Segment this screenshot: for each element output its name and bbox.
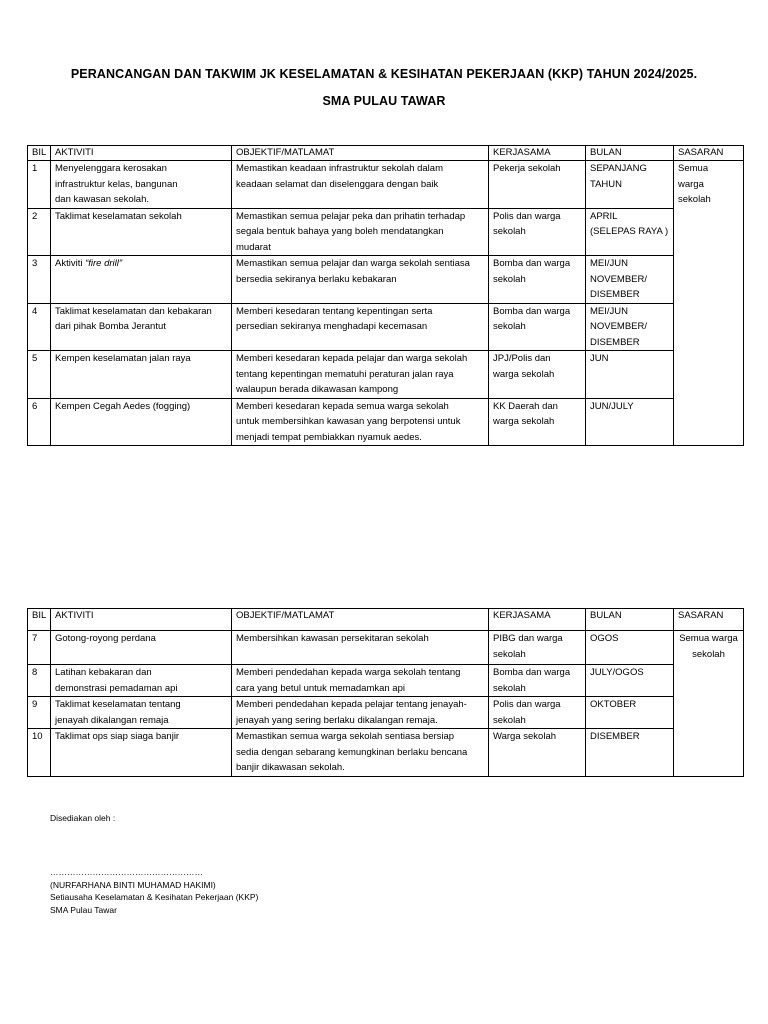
aktiviti-cell: Taklimat keselamatan sekolah <box>51 208 232 256</box>
fire-drill-text: “fire drill” <box>85 258 123 269</box>
bulan-cell: SEPANJANG TAHUN <box>586 161 674 209</box>
bulan-cell: JUN <box>586 351 674 399</box>
table-header-row <box>28 609 744 631</box>
kerjasama-cell: PIBG dan warga sekolah <box>489 631 586 665</box>
table-row <box>28 351 744 399</box>
objektif-cell: Memberi kesedaran tentang kepentingan serta persedian sekiranya menghadapi kecemasan <box>232 303 489 351</box>
objektif-cell: Memberi pendedahan kepada warga sekolah tentang cara yang betul untuk memadamkan api <box>232 665 489 697</box>
bulan-cell: OKTOBER <box>586 697 674 729</box>
table-row <box>28 303 744 351</box>
bil-cell: 5 <box>28 351 51 399</box>
table-row <box>28 697 744 729</box>
table-row <box>28 398 744 446</box>
bil-cell: 8 <box>28 665 51 697</box>
column-header-bulan: BULAN <box>586 609 674 631</box>
bil-cell: 2 <box>28 208 51 256</box>
signatory-position: Setiausaha Keselamatan & Kesihatan Pekerjaan (KKP) <box>50 892 259 902</box>
bil-cell: 3 <box>28 256 51 304</box>
kerjasama-cell: KK Daerah dan warga sekolah <box>489 398 586 446</box>
aktiviti-cell: Menyelenggara kerosakan infrastruktur kelas, bangunan dan kawasan sekolah. <box>51 161 232 209</box>
document-title: PERANCANGAN DAN TAKWIM JK KESELAMATAN & KESIHATAN PEKERJAAN (KKP) TAHUN 2024/2025. <box>70 67 698 81</box>
aktiviti-cell: Latihan kebakaran dan demonstrasi pemadaman api <box>51 665 232 697</box>
activity-table-2 <box>27 608 744 777</box>
aktiviti-cell <box>51 256 232 304</box>
bil-cell: 9 <box>28 697 51 729</box>
bulan-cell: OGOS <box>586 631 674 665</box>
objektif-cell: Membersihkan kawasan persekitaran sekolah <box>232 631 489 665</box>
aktiviti-cell: Kempen keselamatan jalan raya <box>51 351 232 399</box>
bil-cell: 4 <box>28 303 51 351</box>
table-row <box>28 729 744 777</box>
bulan-cell: MEI/JUN NOVEMBER/ DISEMBER <box>586 256 674 304</box>
bulan-cell: JUN/JULY <box>586 398 674 446</box>
objektif-cell: Memastikan keadaan infrastruktur sekolah dalam keadaan selamat dan diselenggara dengan baik <box>232 161 489 209</box>
signatory-name: (NURFARHANA BINTI MUHAMAD HAKIMI) <box>50 879 216 890</box>
objektif-cell: Memberi kesedaran kepada semua warga sekolah untuk membersihkan kawasan yang berpotensi untuk menjadi tempat pembiakkan nyamuk aedes. <box>232 398 489 446</box>
kerjasama-cell: Polis dan warga sekolah <box>489 208 586 256</box>
signature-line: ……………………………………………… <box>50 867 203 877</box>
column-header-bil: BIL <box>28 609 51 631</box>
table-row <box>28 631 744 665</box>
aktiviti-cell: Taklimat keselamatan dan kebakaran dari pihak Bomba Jerantut <box>51 303 232 351</box>
bil-cell: 10 <box>28 729 51 777</box>
objektif-cell: Memberi kesedaran kepada pelajar dan warga sekolah tentang kepentingan mematuhi peraturan jalan raya walaupun berada dikawasan kampong <box>232 351 489 399</box>
kerjasama-cell: JPJ/Polis dan warga sekolah <box>489 351 586 399</box>
column-header-kerjasama: KERJASAMA <box>489 609 586 631</box>
activity-table-1 <box>27 145 744 446</box>
table-row <box>28 208 744 256</box>
column-header-aktiviti: AKTIVITI <box>51 609 232 631</box>
objektif-cell: Memastikan semua pelajar dan warga sekolah sentiasa bersedia sekiranya berlaku kebakaran <box>232 256 489 304</box>
kerjasama-cell: Warga sekolah <box>489 729 586 777</box>
column-header-aktiviti: AKTIVITI <box>51 146 232 161</box>
aktiviti-cell: Kempen Cegah Aedes (fogging) <box>51 398 232 446</box>
bil-cell: 6 <box>28 398 51 446</box>
column-header-sasaran: SASARAN <box>674 609 744 631</box>
table-row <box>28 256 744 304</box>
bulan-cell: DISEMBER <box>586 729 674 777</box>
signature-block <box>50 866 258 916</box>
school-name-title: SMA PULAU TAWAR <box>322 94 446 108</box>
kerjasama-cell: Bomba dan warga sekolah <box>489 665 586 697</box>
signatory-school: SMA Pulau Tawar <box>50 904 117 915</box>
bulan-cell: MEI/JUN NOVEMBER/ DISEMBER <box>586 303 674 351</box>
kerjasama-cell: Bomba dan warga sekolah <box>489 303 586 351</box>
bulan-cell: APRIL (SELEPAS RAYA ) <box>586 208 674 256</box>
table-row <box>28 161 744 209</box>
objektif-cell: Memastikan semua warga sekolah sentiasa bersiap sedia dengan sebarang kemungkinan berlaku bencana banjir dikawasan sekolah. <box>232 729 489 777</box>
aktiviti-cell: Taklimat ops siap siaga banjir <box>51 729 232 777</box>
bil-cell: 7 <box>28 631 51 665</box>
sasaran-cell: Semua warga sekolah <box>674 631 744 777</box>
table-header-row <box>28 146 744 161</box>
column-header-kerjasama: KERJASAMA <box>489 146 586 161</box>
objektif-cell: Memastikan semua pelajar peka dan prihatin terhadap segala bentuk bahaya yang boleh mendatangkan mudarat <box>232 208 489 256</box>
aktiviti-cell: Gotong-royong perdana <box>51 631 232 665</box>
column-header-sasaran: SASARAN <box>674 146 744 161</box>
aktiviti-text: Aktiviti <box>55 258 86 269</box>
table-row <box>28 665 744 697</box>
sasaran-cell: Semua warga sekolah <box>674 161 744 446</box>
bulan-cell: JULY/OGOS <box>586 665 674 697</box>
kerjasama-cell: Bomba dan warga sekolah <box>489 256 586 304</box>
column-header-bulan: BULAN <box>586 146 674 161</box>
prepared-by-label: Disediakan oleh : <box>50 813 116 823</box>
column-header-objektif: OBJEKTIF/MATLAMAT <box>232 146 489 161</box>
kerjasama-cell: Polis dan warga sekolah <box>489 697 586 729</box>
kerjasama-cell: Pekerja sekolah <box>489 161 586 209</box>
bil-cell: 1 <box>28 161 51 209</box>
column-header-objektif: OBJEKTIF/MATLAMAT <box>232 609 489 631</box>
objektif-cell: Memberi pendedahan kepada pelajar tentang jenayah- jenayah yang sering berlaku dikalangan remaja. <box>232 697 489 729</box>
column-header-bil: BIL <box>28 146 51 161</box>
aktiviti-cell: Taklimat keselamatan tentang jenayah dikalangan remaja <box>51 697 232 729</box>
